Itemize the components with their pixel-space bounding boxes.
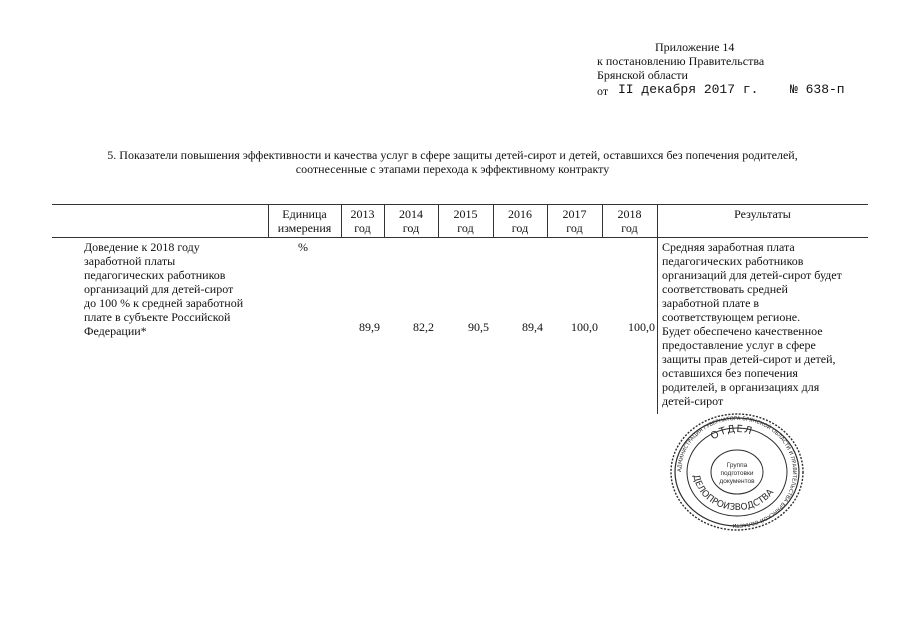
result-line: защиты прав детей-сирот и детей,: [662, 352, 836, 366]
result-line: Средняя заработная плата: [662, 240, 795, 254]
header-year-label: год: [457, 221, 474, 235]
value-cell: 89,4: [522, 320, 543, 334]
result-line: предоставление услуг в сфере: [662, 338, 816, 352]
value-cell: 100,0: [628, 320, 655, 334]
table-header-bottom-border: [52, 237, 868, 238]
header-year: 2017: [562, 207, 587, 221]
result-line: педагогических работников: [662, 254, 804, 268]
header-unit-line-2: измерения: [277, 221, 332, 235]
results-cell: [662, 240, 862, 408]
header-year: 2014: [399, 207, 423, 221]
result-line: соответствующем регионе.: [662, 310, 801, 324]
appendix-line-2: к постановлению Правительства: [597, 54, 765, 68]
stamp-center-line: подготовки: [720, 470, 754, 477]
stamp-bottom-arc-text: ДЕЛОПРОИЗВОДСТВА: [690, 473, 777, 514]
header-year: 2018: [617, 207, 642, 221]
indicator-line: Федерации*: [84, 324, 147, 338]
table-top-border: [52, 204, 868, 205]
indicator-line: до 100 % к средней заработной: [84, 296, 244, 310]
appendix-line-1: Приложение 14: [655, 40, 735, 54]
stamp-outer-ring-text: АДМИНИСТРАЦИЯ ГУБЕРНАТОРА БРЯНСКОЙ ОБЛАСТИ И ПРАВИТЕЛЬСТВА БРЯНСКОЙ ОБЛАСТИ: [676, 415, 798, 529]
header-year-label: год: [402, 221, 420, 235]
office-stamp: [667, 412, 807, 532]
result-line: заработной плате в: [662, 296, 760, 310]
appendix-date: II декабря 2017 г.: [618, 82, 759, 97]
header-year-label: год: [354, 221, 371, 235]
header-year-label: год: [621, 221, 638, 235]
appendix-line-3: Брянской области: [597, 68, 688, 82]
result-line: детей-сирот: [662, 394, 724, 408]
stamp-center-line: документов: [719, 478, 755, 485]
indicator-line: заработной платы: [84, 254, 176, 268]
document-title-line-1: 5. Показатели повышения эффективности и качества услуг в сфере защиты детей-сирот и детей, оставшихся без попечения родителей,: [107, 148, 798, 162]
stamp-center-line: Группа: [726, 462, 748, 469]
indicator-line: педагогических работников: [84, 268, 226, 282]
appendix-number: № 638-п: [790, 82, 845, 97]
value-cell: 100,0: [571, 320, 598, 334]
document-title-line-2: соотнесенные с этапами перехода к эффективному контракту: [295, 162, 610, 176]
value-cell: 90,5: [468, 320, 489, 334]
value-cell: 82,2: [413, 320, 434, 334]
stamp-top-arc-text: ОТДЕЛ: [708, 423, 754, 443]
header-year-label: год: [511, 221, 529, 235]
result-line: Будет обеспечено качественное: [662, 324, 823, 338]
appendix-date-prefix: от: [597, 84, 609, 98]
indicator-line: организаций для детей-сирот: [84, 282, 234, 296]
indicator-line: Доведение к 2018 году: [84, 240, 200, 254]
unit-cell: %: [298, 240, 308, 254]
header-results: Результаты: [734, 207, 791, 221]
result-line: соответствовать средней: [662, 282, 788, 296]
header-unit-line-1: Единица: [282, 207, 327, 221]
header-year-label: год: [566, 221, 583, 235]
value-cell: 89,9: [359, 320, 380, 334]
result-line: организаций для детей-сирот будет: [662, 268, 842, 282]
indicator-cell: [84, 240, 264, 338]
result-line: оставшихся без попечения: [662, 366, 798, 380]
header-year: 2015: [453, 207, 478, 221]
col-divider-results: [657, 204, 658, 414]
header-year: 2016: [508, 207, 532, 221]
indicator-line: плате в субъекте Российской: [84, 310, 231, 324]
header-year: 2013: [350, 207, 375, 221]
result-line: родителей, в организациях для: [662, 380, 820, 394]
